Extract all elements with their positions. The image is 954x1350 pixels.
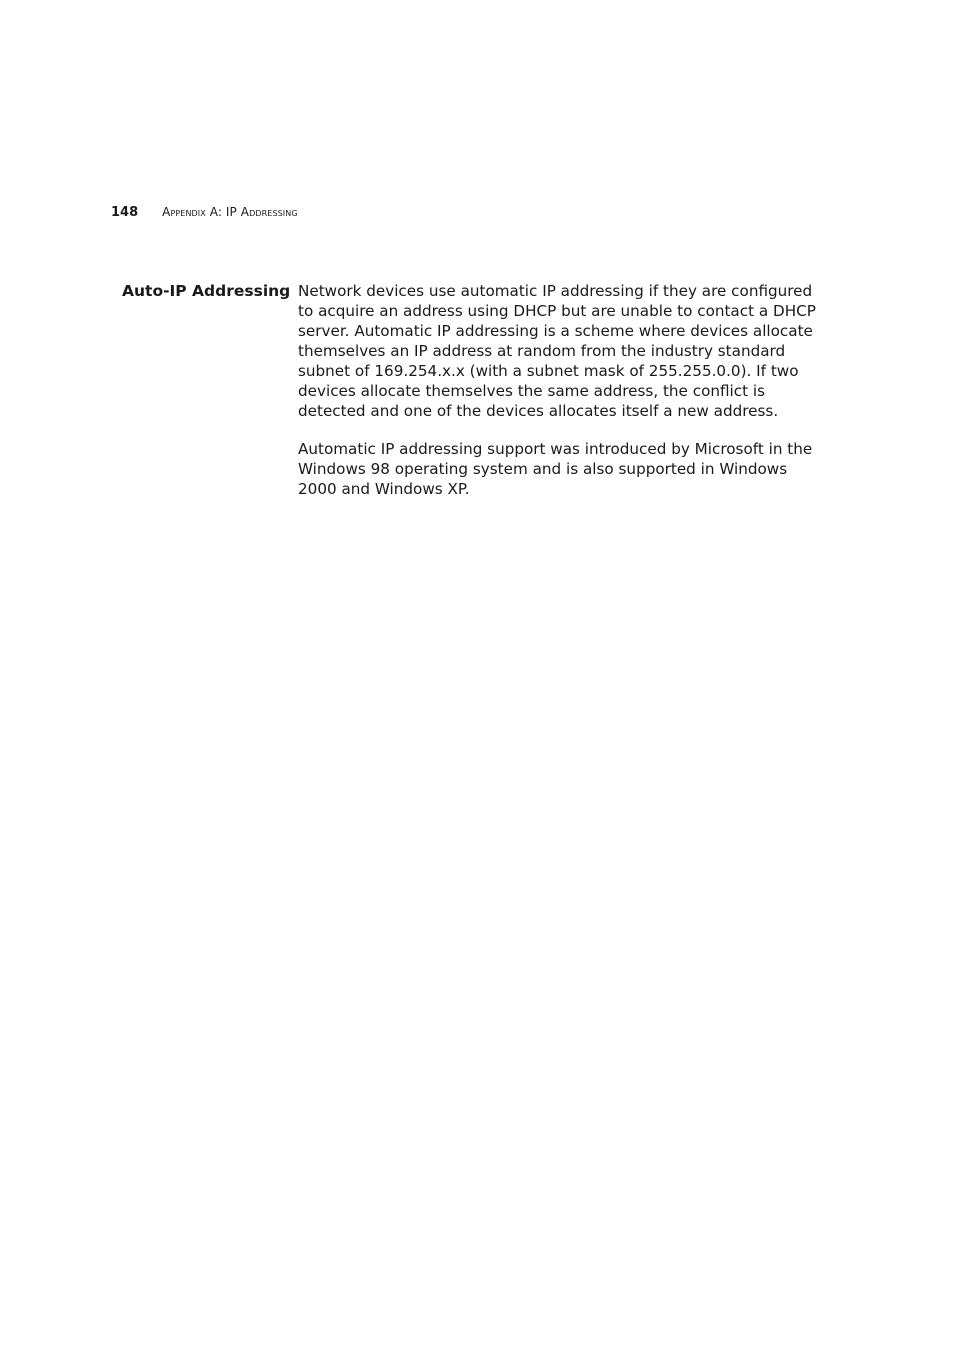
section-heading: Auto-IP Addressing <box>122 282 291 300</box>
section-body <box>298 281 823 517</box>
body-paragraph: Network devices use automatic IP addressing if they are configured to acquire an address using DHCP but are unable to contact a DHCP server. Automatic IP addressing is a scheme where devices allocate themselves an IP address at random from the industry standard subnet of 169.254.x.x (with a subnet mask of 255.255.0.0). If two devices allocate themselves the same address, the conflict is detected and one of the devices allocates itself a new address. <box>298 282 816 420</box>
running-title: Appendix A: IP Addressing <box>162 205 298 219</box>
page-number: 148 <box>111 205 139 220</box>
body-paragraph: Automatic IP addressing support was introduced by Microsoft in the Windows 98 operating system and is also supported in Windows 2000 and Windows XP. <box>298 440 813 498</box>
running-header <box>111 205 298 223</box>
